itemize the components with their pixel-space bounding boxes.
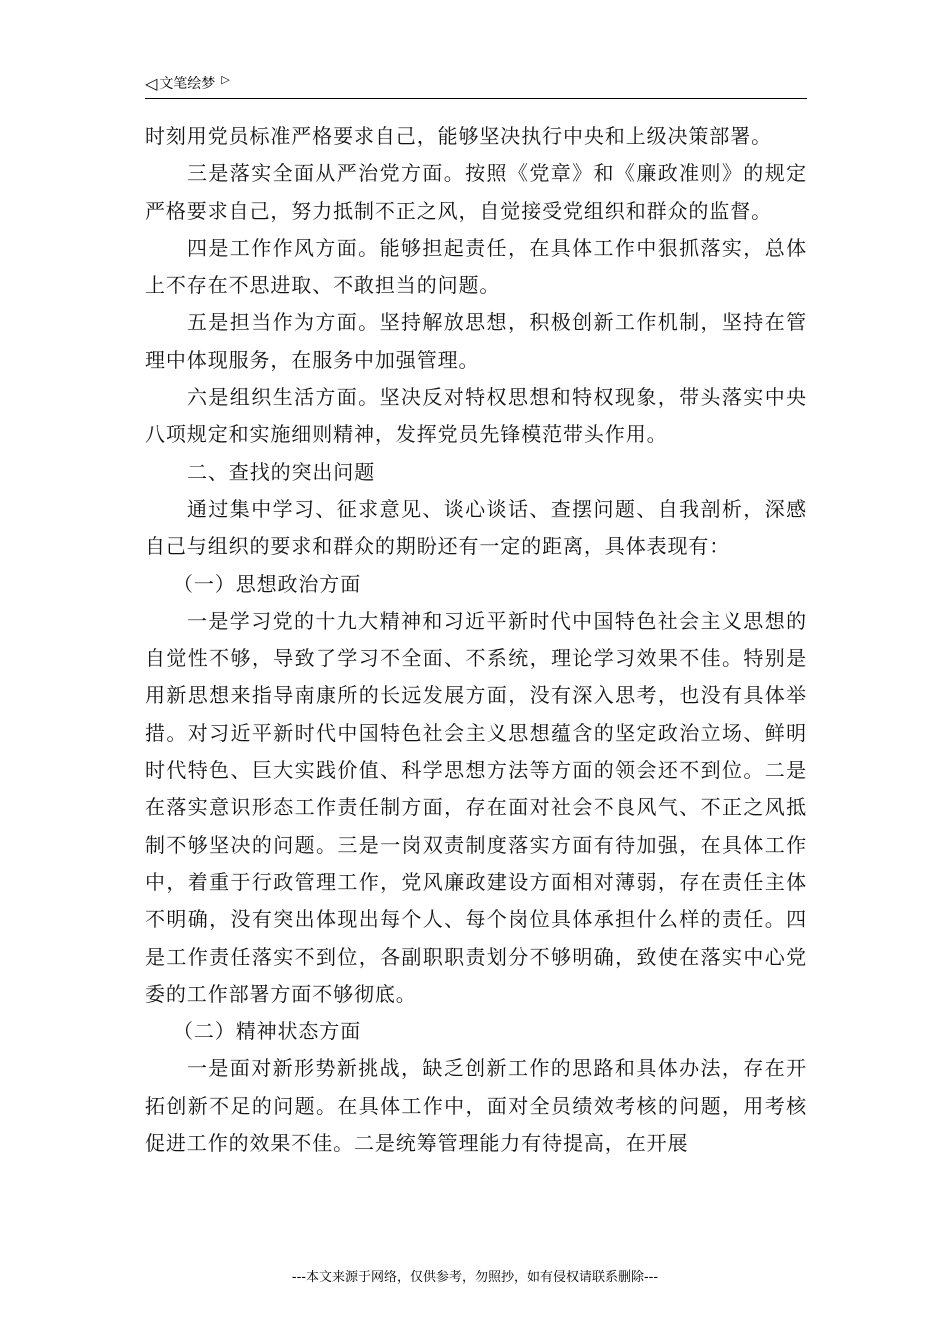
triangle-left-icon: ◁ — [145, 74, 158, 93]
paragraph: 通过集中学习、征求意见、谈心谈话、查摆问题、自我剖析，深感自己与组织的要求和群众的期盼还有一定的距离，具体表现有： — [145, 496, 807, 559]
paragraph: 三是落实全面从严治党方面。按照《党章》和《廉政准则》的规定严格要求自己，努力抵制不正之风，自觉接受党组织和群众的监督。 — [145, 161, 807, 223]
section-heading: 二、查找的突出问题 — [187, 459, 376, 484]
document-body — [145, 118, 807, 1162]
header-brand: 文笔绘梦 — [159, 76, 216, 92]
paragraph: 一是面对新形势新挑战，缺乏创新工作的思路和具体办法，存在开拓创新不足的问题。在具体工作中，面对全员绩效考核的问题，用考核促进工作的效果不佳。二是统筹管理能力有待提高，在开展 — [145, 1056, 807, 1156]
paragraph: 五是担当作为方面。坚持解放思想，积极创新工作机制，坚持在管理中体现服务，在服务中加强管理。 — [145, 310, 807, 372]
subsection-heading: （一）思想政治方面 — [173, 571, 362, 596]
footer-disclaimer: ---本文来源于网络，仅供参考，勿照抄，如有侵权请联系删除--- — [291, 1270, 659, 1285]
triangle-right-icon: ▷ — [221, 73, 230, 86]
paragraph: 一是学习党的十九大精神和习近平新时代中国特色社会主义思想的自觉性不够，导致了学习不全面、不系统，理论学习效果不佳。特别是用新思想来指导南康所的长远发展方面，没有深入思考，也没有具体举措。对习近平新时代中国特色社会主义思想蕴含的坚定政治立场、鲜明时代特色、巨大实践价值、科学思想方法等方面的领会还不到位。二是在落实意识形态工作责任制方面，存在面对社会不良风气、不正之风抵制不够坚决的问题。三是一岗双责制度落实方面有待加强，在具体工作中，着重于行政管理工作，党风廉政建设方面相对薄弱，存在责任主体不明确，没有突出体现出每个人、每个岗位具体承担什么样的责任。四是工作责任落实不到位，各副职职责划分不够明确，致使在落实中心党委的工作部署方面不够彻底。 — [145, 608, 807, 1006]
page-header — [145, 72, 807, 99]
paragraph: 时刻用党员标准严格要求自己，能够坚决执行中央和上级决策部署。 — [145, 124, 772, 148]
paragraph: 六是组织生活方面。坚决反对特权思想和特权现象，带头落实中央八项规定和实施细则精神，发挥党员先锋模范带头作用。 — [145, 385, 807, 447]
subsection-heading: （二）精神状态方面 — [173, 1019, 362, 1044]
paragraph: 四是工作作风方面。能够担起责任，在具体工作中狠抓落实，总体上不存在不思进取、不敢担当的问题。 — [145, 235, 807, 298]
